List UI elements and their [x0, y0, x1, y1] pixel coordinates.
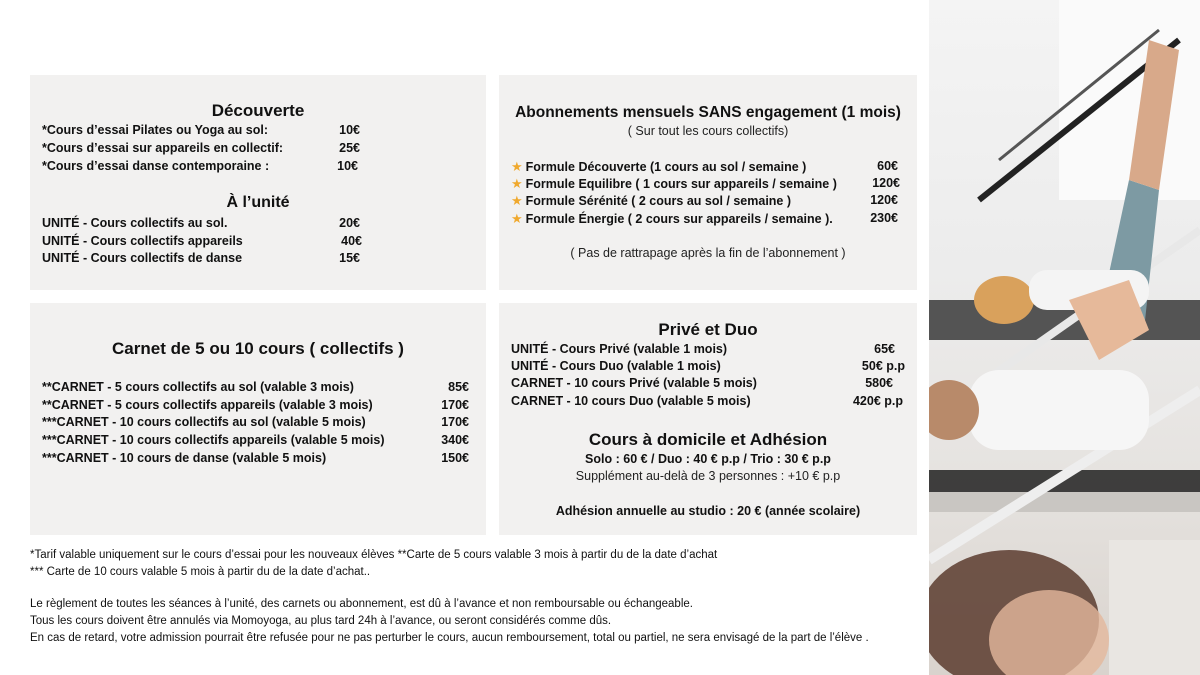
- adhesion-line: [499, 504, 917, 521]
- star-icon: ★: [511, 193, 523, 208]
- row-label: UNITÉ - Cours collectifs de danse: [42, 251, 243, 265]
- star-icon: ★: [511, 211, 523, 226]
- formule-row: [499, 211, 917, 228]
- row-price: 10€: [339, 123, 360, 137]
- unite-subtitle: À l’unité: [226, 194, 290, 211]
- row-price: 85€: [448, 380, 469, 394]
- star-icon: ★: [511, 159, 523, 174]
- carnet-title: Carnet de 5 ou 10 cours ( collectifs ): [112, 339, 404, 358]
- row-label: **CARNET - 5 cours collectifs au sol (valable 3 mois): [42, 380, 354, 394]
- row-label: **CARNET - 5 cours collectifs appareils (valable 3 mois): [42, 398, 373, 412]
- row-label: ***CARNET - 10 cours collectifs appareils (valable 5 mois): [42, 433, 385, 447]
- row-price: 50€ p.p: [861, 359, 905, 373]
- row-label: [511, 159, 806, 175]
- footer-note-1: *Tarif valable uniquement sur le cours d’essai pour les nouveaux élèves **Carte de 5 cours valable 3 mois à partir du de la date d’achat: [30, 549, 718, 561]
- abonnements-box: [499, 75, 917, 290]
- row-label: UNITÉ - Cours Duo (valable 1 mois): [511, 359, 721, 373]
- prive-row: [499, 376, 917, 393]
- row-price: 25€: [339, 141, 360, 155]
- abonnements-note: ( Pas de rattrapage après la fin de l’abonnement ): [570, 246, 846, 260]
- row-label: [511, 193, 791, 209]
- row-label: CARNET - 10 cours Privé (valable 5 mois): [511, 376, 757, 390]
- prive-box: [499, 303, 917, 535]
- row-label-text: Formule Sérénité ( 2 cours au sol / semaine ): [525, 194, 792, 208]
- price-row: [30, 159, 486, 176]
- domicile-prices: Solo : 60 € / Duo : 40 € p.p / Trio : 30 € p.p: [585, 452, 831, 466]
- decouverte-title: Découverte: [211, 101, 305, 120]
- row-price: 170€: [441, 398, 469, 412]
- footer-note-5: En cas de retard, votre admission pourrait être refusée pour ne pas perturber le cours, aucun remboursement, total ou partiel, ne sera envisagé de la part de l’élève .: [30, 632, 869, 644]
- row-label: UNITÉ - Cours collectifs appareils: [42, 234, 243, 248]
- prive-row: [499, 394, 917, 411]
- pilates-illustration: [929, 0, 1200, 675]
- row-price: 420€ p.p: [852, 394, 903, 408]
- carnet-row: [30, 398, 486, 415]
- abonnements-subtitle: ( Sur tout les cours collectifs): [627, 124, 789, 138]
- footer-note-3: Le règlement de toutes les séances à l’unité, des carnets ou abonnement, est dû à l’avance et non remboursable ou échangeable.: [30, 598, 693, 610]
- footer-note-2: *** Carte de 10 cours valable 5 mois à partir du de la date d’achat..: [30, 566, 371, 578]
- row-price: 65€: [874, 342, 895, 356]
- price-row: [30, 141, 486, 158]
- pilates-photo: [929, 0, 1200, 675]
- row-price: 580€: [865, 376, 893, 390]
- price-row: [30, 216, 486, 233]
- row-price: 10€: [337, 159, 358, 173]
- formule-row: [499, 159, 917, 176]
- row-price: 40€: [341, 234, 362, 248]
- row-price: 20€: [339, 216, 360, 230]
- row-label-text: Formule Equilibre ( 1 cours sur appareils / semaine ): [525, 177, 837, 191]
- row-label: [511, 176, 837, 192]
- row-price: 120€: [870, 193, 898, 207]
- formule-row: [499, 193, 917, 210]
- star-icon: ★: [511, 176, 523, 191]
- prive-row: [499, 342, 917, 359]
- footer-note-4: Tous les cours doivent être annulés via Momoyoga, au plus tard 24h à l’avance, ou seront considérés comme dûs.: [30, 615, 612, 627]
- row-label: UNITÉ - Cours collectifs au sol.: [42, 216, 228, 230]
- adhesion-text: Adhésion annuelle au studio : 20 € (année scolaire): [555, 504, 861, 518]
- row-price: 340€: [441, 433, 469, 447]
- row-label: *Cours d’essai sur appareils en collectif:: [42, 141, 284, 155]
- price-row: [30, 123, 486, 140]
- decouverte-box: [30, 75, 486, 290]
- row-price: 120€: [872, 176, 900, 190]
- row-label: *Cours d’essai danse contemporaine :: [42, 159, 270, 173]
- row-label: [511, 211, 833, 227]
- carnet-row: [30, 451, 486, 468]
- price-row: [30, 251, 486, 268]
- prive-row: [499, 359, 917, 376]
- carnet-row: [30, 415, 486, 432]
- row-label: *Cours d’essai Pilates ou Yoga au sol:: [42, 123, 268, 137]
- row-price: 60€: [877, 159, 898, 173]
- row-label: CARNET - 10 cours Duo (valable 5 mois): [511, 394, 751, 408]
- row-label: ***CARNET - 10 cours de danse (valable 5 mois): [42, 451, 327, 465]
- domicile-line: [499, 452, 917, 469]
- supplement-line: Supplément au-delà de 3 personnes : +10 € p.p: [575, 469, 841, 483]
- row-price: 230€: [870, 211, 898, 225]
- carnet-box: [30, 303, 486, 535]
- row-price: 170€: [441, 415, 469, 429]
- row-price: 15€: [339, 251, 360, 265]
- row-label: UNITÉ - Cours Privé (valable 1 mois): [511, 342, 728, 356]
- row-price: 150€: [441, 451, 469, 465]
- abonnements-title: Abonnements mensuels SANS engagement (1 mois): [515, 104, 901, 121]
- carnet-row: [30, 380, 486, 397]
- row-label-text: Formule Énergie ( 2 cours sur appareils / semaine ).: [525, 212, 833, 226]
- prive-title: Privé et Duo: [658, 320, 758, 339]
- price-row: [30, 234, 486, 251]
- formule-row: [499, 176, 917, 193]
- row-label-text: Formule Découverte (1 cours au sol / semaine ): [525, 160, 807, 174]
- carnet-row: [30, 433, 486, 450]
- domicile-title: Cours à domicile et Adhésion: [588, 430, 828, 449]
- row-label: ***CARNET - 10 cours collectifs au sol (valable 5 mois): [42, 415, 366, 429]
